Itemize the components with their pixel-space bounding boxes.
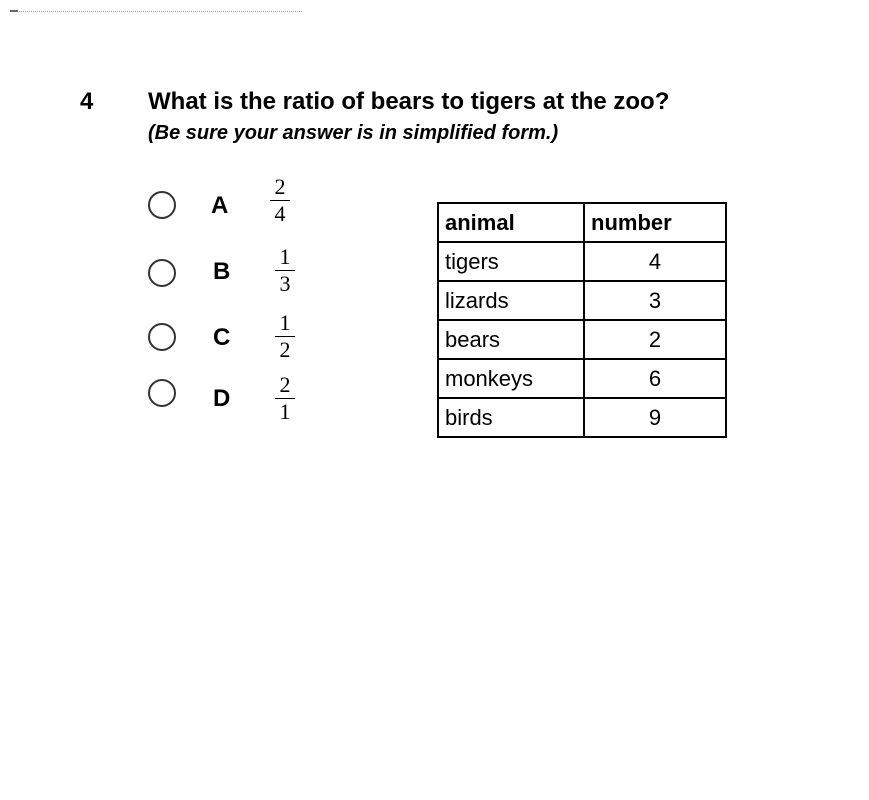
option-c-fraction bbox=[273, 312, 297, 361]
table-cell-animal: lizards bbox=[438, 281, 584, 320]
table-cell-animal: bears bbox=[438, 320, 584, 359]
table-cell-number: 2 bbox=[584, 320, 726, 359]
radio-button-a-icon[interactable] bbox=[148, 191, 176, 219]
option-d-numerator: 2 bbox=[279, 372, 291, 397]
option-a-denominator: 4 bbox=[274, 201, 286, 226]
table-cell-animal: monkeys bbox=[438, 359, 584, 398]
table-cell-number: 9 bbox=[584, 398, 726, 437]
table-cell-animal: birds bbox=[438, 398, 584, 437]
header-dotted-rule bbox=[10, 11, 302, 12]
question-hint: (Be sure your answer is in simplified form.) bbox=[148, 122, 559, 144]
option-d-letter: D bbox=[213, 385, 231, 412]
option-c-numerator: 1 bbox=[279, 310, 291, 335]
option-a-letter: A bbox=[211, 192, 229, 219]
option-d-fraction bbox=[273, 374, 297, 423]
table-row bbox=[438, 281, 726, 320]
radio-button-d-icon[interactable] bbox=[148, 379, 176, 407]
option-a-fraction bbox=[268, 176, 292, 225]
table-row bbox=[438, 398, 726, 437]
option-b-numerator: 1 bbox=[279, 244, 291, 269]
zoo-animal-table bbox=[437, 202, 727, 438]
table-header-row bbox=[438, 203, 726, 242]
table-row bbox=[438, 242, 726, 281]
option-d-denominator: 1 bbox=[279, 399, 291, 424]
radio-button-b-icon[interactable] bbox=[148, 259, 176, 287]
option-b-denominator: 3 bbox=[279, 271, 291, 296]
table-row bbox=[438, 320, 726, 359]
question-text: What is the ratio of bears to tigers at the zoo? bbox=[148, 88, 670, 115]
table-header-animal: animal bbox=[438, 203, 584, 242]
option-c-denominator: 2 bbox=[279, 337, 291, 362]
option-b-fraction bbox=[273, 246, 297, 295]
radio-button-c-icon[interactable] bbox=[148, 323, 176, 351]
option-a-numerator: 2 bbox=[274, 174, 286, 199]
table-cell-number: 6 bbox=[584, 359, 726, 398]
question-number: 4 bbox=[80, 88, 94, 115]
option-c-letter: C bbox=[213, 324, 231, 351]
table-cell-number: 3 bbox=[584, 281, 726, 320]
table-row bbox=[438, 359, 726, 398]
table-header-number: number bbox=[584, 203, 726, 242]
table-cell-animal: tigers bbox=[438, 242, 584, 281]
table-cell-number: 4 bbox=[584, 242, 726, 281]
option-b-letter: B bbox=[213, 258, 231, 285]
